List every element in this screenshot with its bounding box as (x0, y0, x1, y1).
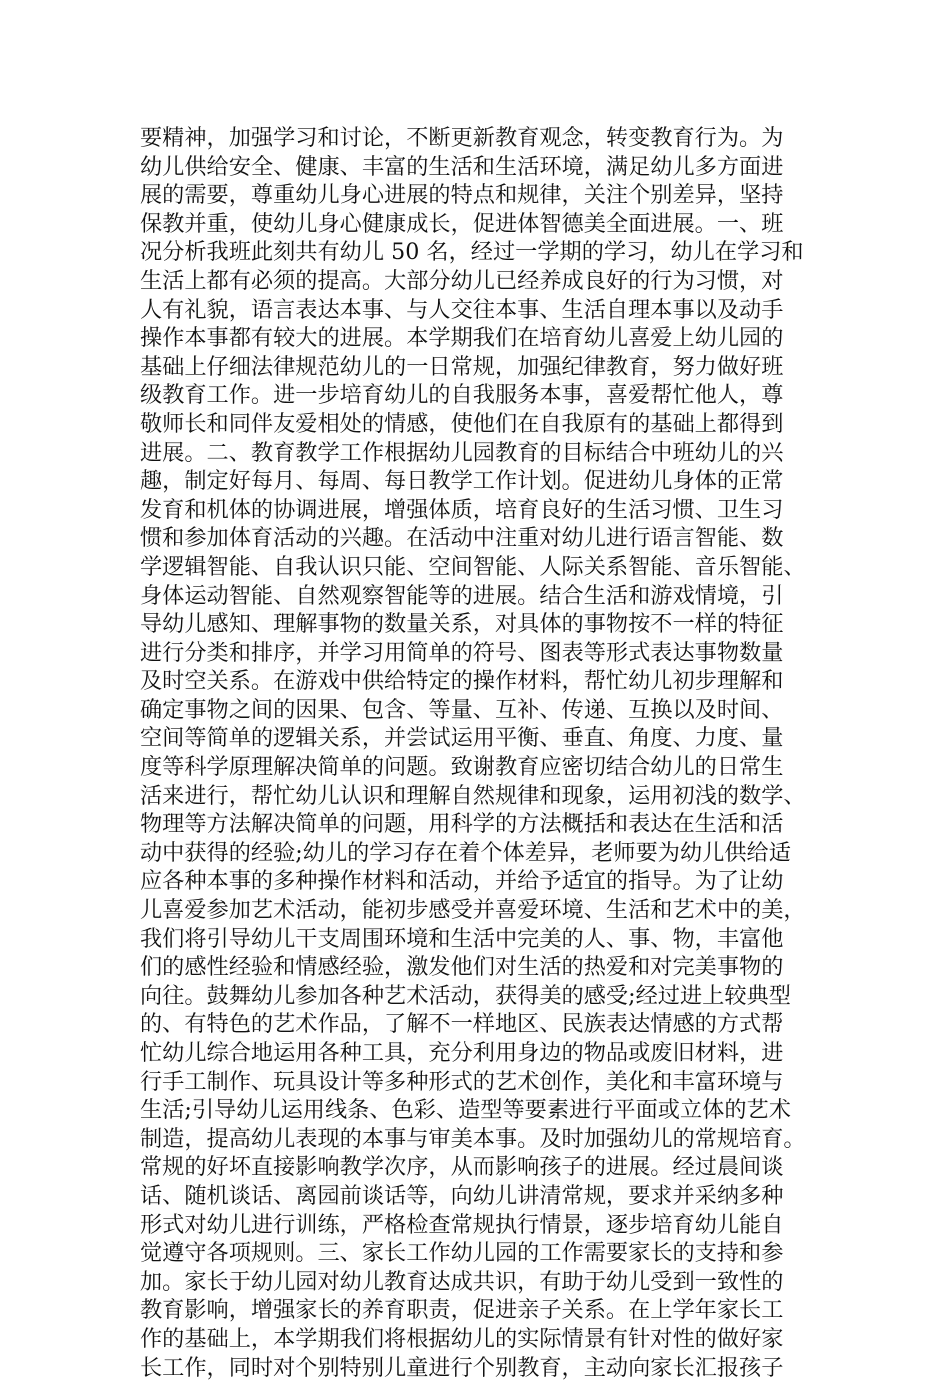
text-line: 活来进行，帮忙幼儿认识和理解自然规律和现象，运用初浅的数学、 (140, 782, 806, 809)
text-line: 加。家长于幼儿园对幼儿教育达成共识，有助于幼儿受到一致性的 (140, 1268, 784, 1295)
text-line: 惯和参加体育活动的兴趣。在活动中注重对幼儿进行语言智能、数 (140, 525, 784, 552)
text-line: 生活上都有必须的提高。大部分幼儿已经养成良好的行为习惯，对 (140, 267, 784, 294)
text-line: 保教并重，使幼儿身心健康成长，促进体智德美全面进展。一、班 (140, 210, 784, 237)
text-line: 物理等方法解决简单的问题，用科学的方法概括和表达在生活和活 (140, 811, 784, 838)
body-text (140, 124, 820, 1382)
text-line: 教育影响，增强家长的养育职责，促进亲子关系。在上学年家长工 (140, 1297, 784, 1324)
text-line: 进展。二、教育教学工作根据幼儿园教育的目标结合中班幼儿的兴 (140, 439, 784, 466)
text-line: 的、有特色的艺术作品，了解不一样地区、民族表达情感的方式帮 (140, 1011, 784, 1038)
text-line: 话、随机谈话、离园前谈话等，向幼儿讲清常规，要求并采纳多种 (140, 1182, 784, 1209)
text-line: 作的基础上，本学期我们将根据幼儿的实际情景有针对性的做好家 (140, 1325, 784, 1352)
text-line: 度等科学原理解决简单的问题。致谢教育应密切结合幼儿的日常生 (140, 754, 784, 781)
text-line: 身体运动智能、自然观察智能等的进展。结合生活和游戏情境，引 (140, 582, 784, 609)
text-line: 基础上仔细法律规范幼儿的一日常规，加强纪律教育，努力做好班 (140, 353, 784, 380)
text-line: 空间等简单的逻辑关系，并尝试运用平衡、垂直、角度、力度、量 (140, 725, 784, 752)
text-line: 敬师长和同伴友爱相处的情感，使他们在自我原有的基础上都得到 (140, 410, 784, 437)
text-line: 生活;引导幼儿运用线条、色彩、造型等要素进行平面或立体的艺术 (140, 1097, 791, 1124)
text-line: 确定事物之间的因果、包含、等量、互补、传递、互换以及时间、 (140, 696, 784, 723)
text-line: 动中获得的经验;幼儿的学习存在着个体差异，老师要为幼儿供给适 (140, 839, 791, 866)
text-line: 应各种本事的多种操作材料和活动，并给予适宜的指导。为了让幼 (140, 868, 784, 895)
text-line: 忙幼儿综合地运用各种工具，充分利用身边的物品或废旧材料，进 (140, 1040, 784, 1066)
text-line: 常规的好坏直接影响教学次序，从而影响孩子的进展。经过晨间谈 (140, 1154, 784, 1181)
text-line: 趣，制定好每月、每周、每日教学工作计划。促进幼儿身体的正常 (140, 468, 784, 495)
text-line: 展的需要，尊重幼儿身心进展的特点和规律，关注个别差异，坚持 (140, 182, 784, 209)
text-line: 向往。鼓舞幼儿参加各种艺术活动，获得美的感受;经过进上较典型 (140, 982, 791, 1009)
text-line: 幼儿供给安全、健康、丰富的生活和生活环境，满足幼儿多方面进 (140, 153, 784, 180)
text-line: 儿喜爱参加艺术活动，能初步感受并喜爱环境、生活和艺术中的美， (140, 897, 806, 924)
text-line: 们的感性经验和情感经验，激发他们对生活的热爱和对完美事物的 (140, 954, 784, 981)
text-line: 进行分类和排序，并学习用简单的符号、图表等形式表达事物数量 (140, 639, 784, 666)
text-line: 导幼儿感知、理解事物的数量关系，对具体的事物按不一样的特征 (140, 611, 784, 638)
text-line: 制造，提高幼儿表现的本事与审美本事。及时加强幼儿的常规培育。 (140, 1125, 806, 1152)
text-line: 形式对幼儿进行训练，严格检查常规执行情景，逐步培育幼儿能自 (140, 1211, 784, 1238)
text-line: 操作本事都有较大的进展。本学期我们在培育幼儿喜爱上幼儿园的 (140, 325, 784, 352)
text-line: 及时空关系。在游戏中供给特定的操作材料，帮忙幼儿初步理解和 (140, 668, 784, 695)
text-line: 发育和机体的协调进展，增强体质，培育良好的生活习惯、卫生习 (140, 496, 784, 523)
text-line: 学逻辑智能、自我认识只能、空间智能、人际关系智能、音乐智能、 (140, 553, 806, 580)
text-line: 级教育工作。进一步培育幼儿的自我服务本事，喜爱帮忙他人，尊 (140, 382, 784, 409)
text-line: 要精神，加强学习和讨论，不断更新教育观念，转变教育行为。为 (140, 125, 784, 151)
text-line: 觉遵守各项规则。三、家长工作幼儿园的工作需要家长的支持和参 (140, 1240, 784, 1267)
text-line: 人有礼貌，语言表达本事、与人交往本事、生活自理本事以及动手 (140, 296, 784, 323)
text-line: 我们将引导幼儿干支周围环境和生活中完美的人、事、物，丰富他 (140, 925, 784, 952)
text-line: 行手工制作、玩具设计等多种形式的艺术创作，美化和丰富环境与 (140, 1068, 784, 1095)
text-line: 况分析我班此刻共有幼儿 50 名，经过一学期的学习，幼儿在学习和 (140, 239, 804, 266)
text-line: 长工作，同时对个别特别儿童进行个别教育，主动向家长汇报孩子 (140, 1354, 784, 1381)
